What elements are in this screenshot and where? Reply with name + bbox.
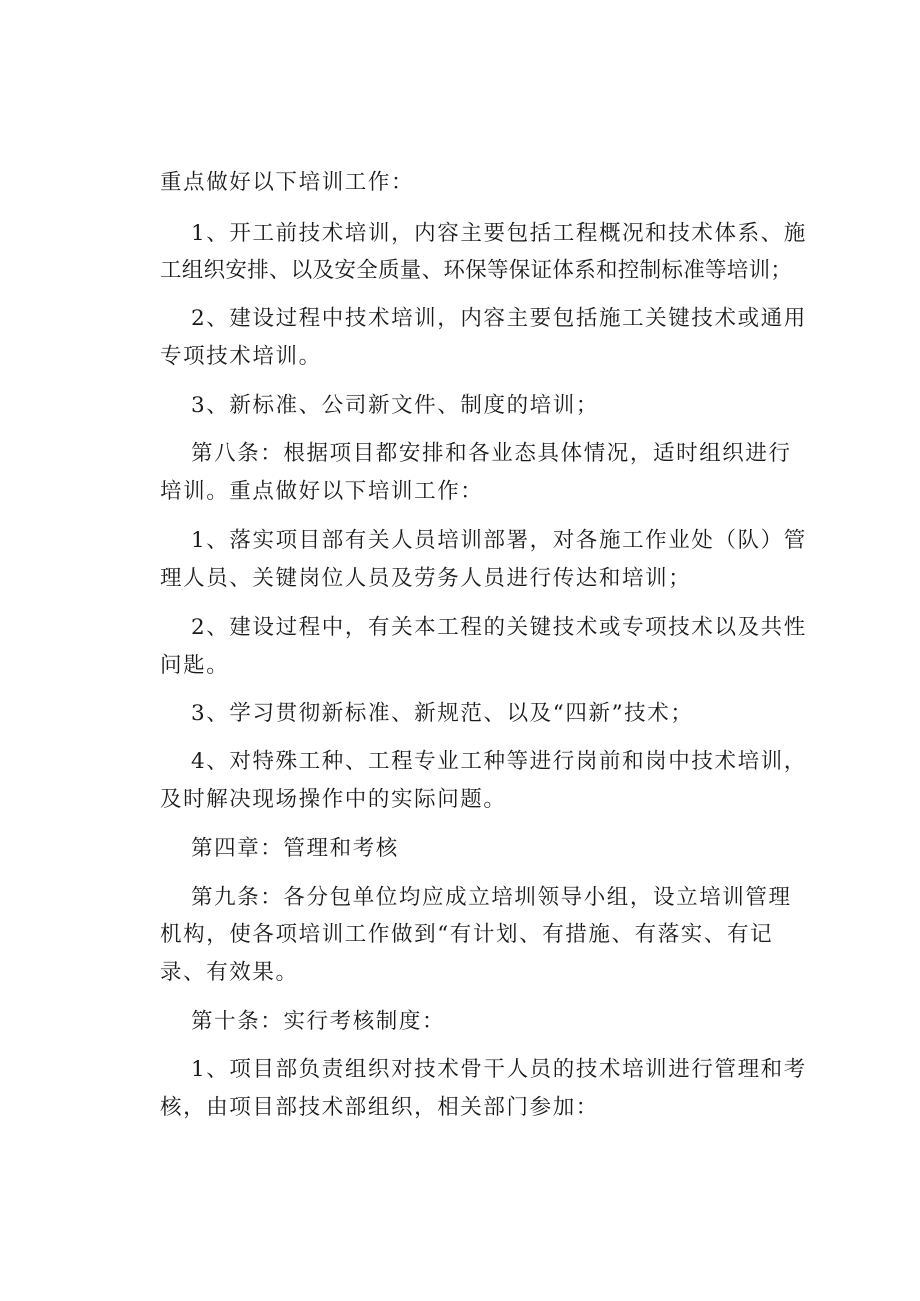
list-item: 2、建设过程中技术培训，内容主要包括施工关键技术或通用 — [191, 306, 807, 331]
chapter-heading: 第四章：管理和考核 — [191, 836, 399, 861]
list-item: 1、开工前技术培训，内容主要包括工程概况和技术体系、施 — [191, 221, 807, 246]
list-item: 1、落实项目部有关人员培训部署，对各施工作业处（队）管 — [191, 528, 807, 553]
article-heading: 第十条：实行考核制度： — [191, 1009, 446, 1034]
list-item: 1、项目部负责组织对技术骨干人员的技术培训进行管理和考 — [191, 1057, 807, 1082]
list-item: 2、建设过程中，有关本工程的关键技术或专项技术以及共性 — [191, 615, 807, 640]
article-heading: 第九条：各分包单位均应成立培圳领导小组，设立培训管理 — [191, 885, 792, 910]
article-heading: 第八条：根据项目都安排和各业态具体情况，适时组织进行 — [191, 441, 792, 466]
text-line: 问匙。 — [160, 653, 230, 678]
list-item: 3、学习贯彻新标准、新规范、以及“四新”技术； — [191, 701, 694, 726]
text-line: 理人员、关键岗位人员及劳务人员进行传达和培训； — [160, 566, 692, 591]
list-item: 3、新标准、公司新文件、制度的培训； — [191, 393, 599, 418]
text-line: 录、有效果。 — [160, 960, 299, 985]
text-line: 核，由项目部技术部组织，相关部门参加： — [160, 1095, 599, 1120]
text-line: 培训。重点做好以下培训工作： — [160, 479, 484, 504]
text-line: 专项技术培训。 — [160, 344, 322, 369]
text-line: 机构，使各项培训工作做到“有计划、有措施、有落实、有记 — [160, 922, 774, 947]
list-item: 4、对特殊工种、工程专业工种等进行岗前和岗中技术培训， — [191, 749, 807, 774]
text-line: 及时解决现场操作中的实际问题。 — [160, 787, 507, 812]
text-line: 工组织安排、以及安全质量、环保等保证体系和控制标准等培训； — [160, 258, 793, 283]
text-line: 重点做好以下培训工作： — [160, 170, 415, 195]
